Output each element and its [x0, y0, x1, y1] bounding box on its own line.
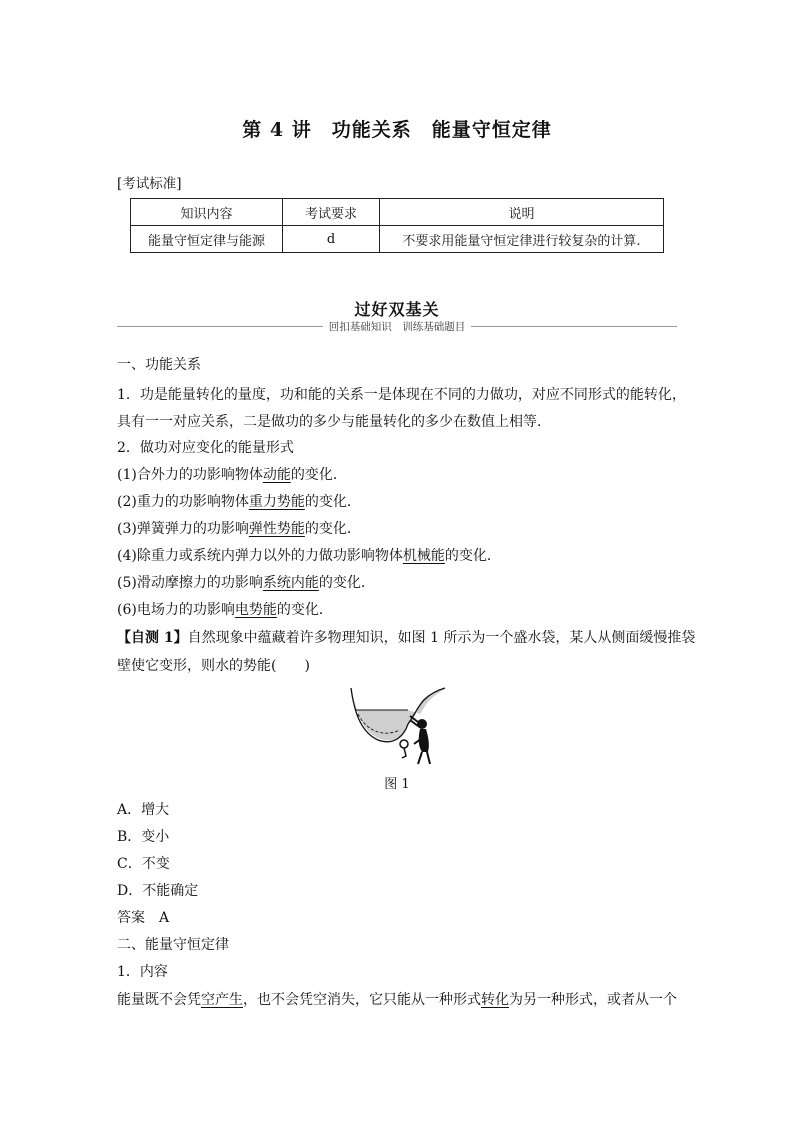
banner-subtitle: 回扣基础知识 训练基础题目: [0, 319, 794, 334]
paragraph-line: 1．功是能量转化的量度，功和能的关系一是体现在不同的力做功，对应不同形式的能转化，: [117, 387, 686, 403]
table-header-cell: 知识内容: [131, 199, 283, 226]
option-c: C．不变: [117, 856, 170, 872]
list-item: (6)电场力的功影响电势能的变化．: [117, 602, 333, 618]
key-term: 动能: [262, 467, 291, 483]
paragraph-line: 能量既不会凭空产生，也不会凭空消失，它只能从一种形式转化为另一种形式，或者从一个: [117, 992, 677, 1008]
self-test-question: 【自测 1】自然现象中蕴藏着许多物理知识，如图 1 所示为一个盛水袋，某人从侧面缓慢推袋: [117, 630, 696, 646]
page-title: 第 4 讲 功能关系 能量守恒定律: [242, 119, 552, 141]
table-header-cell: 考试要求: [283, 199, 380, 226]
section-heading: 一、功能关系: [117, 357, 201, 373]
self-test-question-line2: 壁使它变形，则水的势能( ): [117, 658, 310, 674]
key-term: 电势能: [234, 602, 277, 618]
list-item: (5)滑动摩擦力的功影响系统内能的变化．: [117, 575, 375, 591]
subsection-heading: 2．做功对应变化的能量形式: [117, 440, 294, 456]
option-b: B．变小: [117, 829, 170, 845]
key-term: 机械能: [402, 548, 445, 564]
table-cell: 能量守恒定律与能源: [131, 226, 283, 253]
key-term: 转化: [481, 992, 509, 1008]
list-item: (3)弹簧弹力的功影响弹性势能的变化．: [117, 521, 361, 537]
self-test-tag: 【自测 1】: [117, 630, 188, 646]
list-item: (2)重力的功影响物体重力势能的变化．: [117, 494, 361, 510]
water-bag-figure: [348, 686, 448, 768]
option-a: A．增大: [117, 802, 170, 818]
key-term: 空产生: [201, 992, 243, 1008]
exam-standard-label: [考试标准]: [117, 176, 182, 192]
answer: 答案 A: [117, 910, 170, 926]
key-term: 重力势能: [248, 494, 305, 510]
key-term: 弹性势能: [248, 521, 305, 537]
paragraph-line: 具有一一对应关系，二是做功的多少与能量转化的多少在数值上相等．: [117, 414, 551, 430]
banner-title: 过好双基关: [354, 300, 440, 319]
key-term: 系统内能: [262, 575, 319, 591]
table-cell: 不要求用能量守恒定律进行较复杂的计算.: [380, 226, 664, 253]
table-cell: d: [283, 226, 380, 253]
list-item: (1)合外力的功影响物体动能的变化．: [117, 467, 347, 483]
section-heading: 二、能量守恒定律: [117, 937, 229, 953]
subsection-heading: 1．内容: [117, 964, 168, 980]
option-d: D．不能确定: [117, 883, 199, 899]
list-item: (4)除重力或系统内弹力以外的力做功影响物体机械能的变化．: [117, 548, 501, 564]
table-header-row: [131, 199, 664, 226]
table-header-cell: 说明: [380, 199, 664, 226]
figure-caption: 图 1: [384, 777, 410, 792]
exam-standard-table: [130, 198, 664, 253]
table-row: [131, 226, 664, 253]
